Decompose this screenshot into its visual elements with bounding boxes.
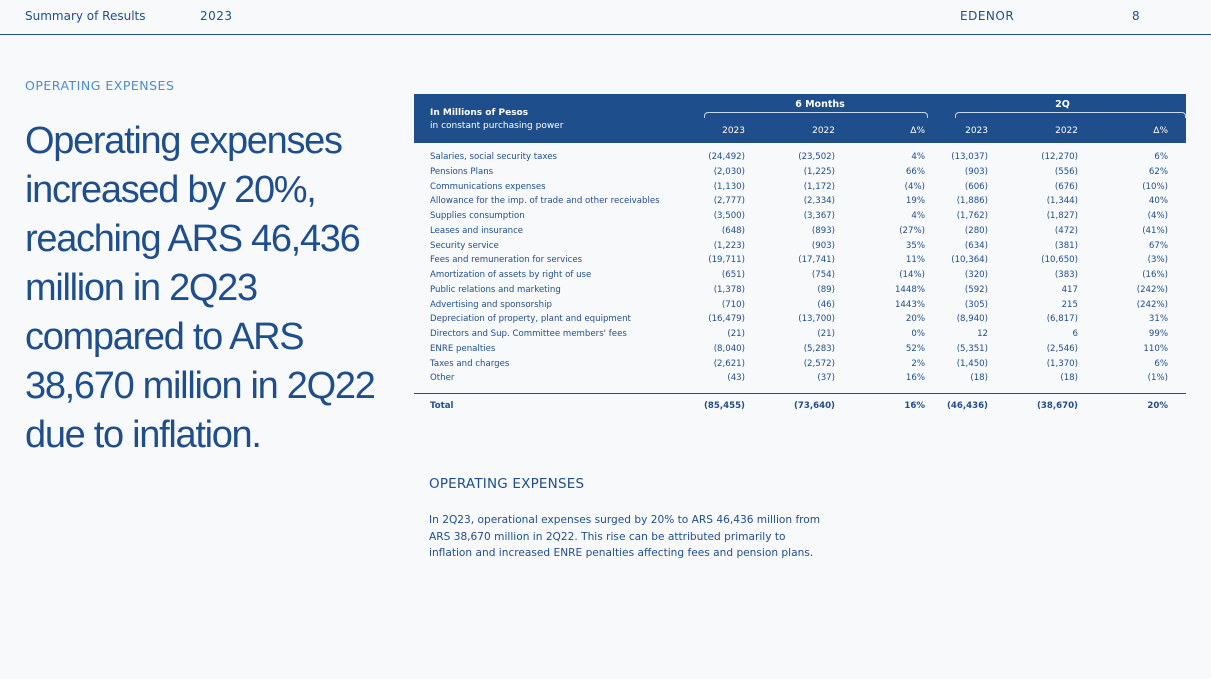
table-cell: 1443%: [894, 299, 925, 310]
table-row: [414, 194, 1186, 209]
table-cell: (3,367): [803, 211, 835, 221]
page-number: 8: [1132, 9, 1140, 23]
row-label: Salaries, social security taxes: [430, 152, 558, 162]
table-cell: (16%): [1142, 270, 1168, 280]
table-cell: 20%: [905, 314, 925, 325]
table-cell: (89): [817, 284, 835, 295]
table-cell: 215: [1061, 299, 1078, 310]
table-cell: (634): [964, 240, 988, 251]
table-cell: (710): [721, 299, 745, 310]
table-row: [414, 239, 1186, 254]
row-label: Taxes and charges: [430, 358, 510, 369]
table-cell: (10%): [1142, 181, 1168, 192]
company-name: EDENOR: [960, 9, 1015, 23]
table-cell: (43): [727, 373, 745, 384]
table-cell: (2,777): [713, 196, 745, 207]
table-cell: 40%: [1148, 196, 1168, 207]
table-cell: (2,334): [803, 196, 835, 207]
table-cell: (472): [1054, 225, 1078, 236]
total-cell: (73,640): [793, 401, 835, 411]
table-cell: (17,741): [798, 255, 835, 266]
table-cell: (6,817): [1046, 314, 1078, 325]
table-cell: 12: [977, 329, 988, 339]
table-cell: (1,370): [1046, 358, 1078, 369]
table-cell: (383): [1054, 270, 1078, 280]
col-header: 2023: [965, 126, 988, 136]
table-cell: (10,364): [951, 255, 988, 266]
table-cell: (556): [1054, 166, 1078, 177]
table-cell: (18): [970, 373, 988, 384]
row-label: Security service: [430, 240, 499, 251]
total-label: Total: [430, 401, 454, 411]
table-cell: (19,711): [708, 255, 745, 266]
col-header: Δ%: [910, 126, 925, 136]
table-cell: 11%: [905, 255, 925, 266]
body-text: In 2Q23, operational expenses surged by 20% to ARS 46,436 million from ARS 38,670 million in 2Q22. This rise can be attributed primarily to inflation and increased ENRE penalties affecting fees and pension plans.: [429, 514, 821, 559]
row-label: Communications expenses: [430, 181, 546, 192]
table-cell: (280): [964, 225, 988, 236]
table-row: [414, 224, 1186, 239]
body-title: OPERATING EXPENSES: [429, 476, 585, 492]
row-label: Amortization of assets by right of use: [430, 270, 592, 280]
table-cell: 99%: [1148, 329, 1168, 339]
row-label: Leases and insurance: [430, 225, 524, 236]
row-label: Directors and Sup. Committee members' fees: [430, 329, 627, 339]
table-cell: (676): [1054, 181, 1078, 192]
table-body: [414, 143, 1186, 386]
table-cell: 66%: [905, 166, 925, 177]
table-cell: 19%: [905, 196, 925, 207]
table-row: [414, 312, 1186, 327]
table-cell: (10,650): [1041, 255, 1078, 266]
group-bracket-6-months: [704, 112, 928, 118]
total-cell: 20%: [1147, 401, 1168, 411]
table-cell: (381): [1054, 240, 1078, 251]
table-cell: (1,827): [1046, 211, 1078, 221]
table-cell: (5,351): [956, 343, 988, 354]
col-header: 2023: [722, 126, 745, 136]
table-cell: 1448%: [894, 284, 925, 295]
group-header-6-months: 6 Months: [795, 99, 845, 110]
table-cell: (242%): [1136, 299, 1168, 310]
table-cell: 16%: [905, 373, 925, 384]
table-cell: (13,037): [951, 152, 988, 162]
row-label: Other: [430, 373, 455, 384]
total-cell: (38,670): [1036, 401, 1078, 411]
table-row: [414, 327, 1186, 342]
table-cell: (46): [817, 299, 835, 310]
table-row: [414, 253, 1186, 268]
table-cell: (1,378): [713, 284, 745, 295]
col-header: Δ%: [1153, 126, 1168, 136]
table-cell: (651): [721, 270, 745, 280]
report-title: Summary of Results: [25, 9, 146, 23]
table-cell: (12,270): [1041, 152, 1078, 162]
table-cell: 35%: [905, 240, 925, 251]
table-row: [414, 209, 1186, 224]
table-cell: (13,700): [798, 314, 835, 325]
col-header: 2022: [1055, 126, 1078, 136]
table-cell: 417: [1061, 284, 1078, 295]
table-cell: 31%: [1148, 314, 1168, 325]
section-label: OPERATING EXPENSES: [25, 78, 175, 93]
row-label: Depreciation of property, plant and equipment: [430, 314, 631, 325]
table-cell: (1,223): [713, 240, 745, 251]
table-row: [414, 165, 1186, 180]
table-row: [414, 371, 1186, 386]
table-cell: (1,130): [713, 181, 745, 192]
table-cell: (24,492): [708, 152, 745, 162]
table-cell: (754): [811, 270, 835, 280]
table-cell: 67%: [1148, 240, 1168, 251]
table-cell: (1,450): [956, 358, 988, 369]
row-label: ENRE penalties: [430, 343, 496, 354]
table-cell: (903): [811, 240, 835, 251]
table-row: [414, 150, 1186, 165]
table-cell: 2%: [911, 358, 925, 369]
total-cell: (85,455): [703, 401, 745, 411]
table-cell: (23,502): [798, 152, 835, 162]
row-label: Advertising and sponsorship: [430, 299, 552, 310]
table-cell: (648): [721, 225, 745, 236]
row-label: Pensions Plans: [430, 166, 494, 177]
table-cell: (41%): [1142, 225, 1168, 236]
unit-label: In Millions of Pesos: [430, 108, 529, 118]
table-cell: (16,479): [708, 314, 745, 325]
total-cell: (46,436): [946, 401, 988, 411]
row-label: Fees and remuneration for services: [430, 255, 583, 266]
table-cell: 62%: [1148, 166, 1168, 177]
table-cell: (606): [964, 181, 988, 192]
table-cell: (903): [964, 166, 988, 177]
table-cell: (3%): [1147, 255, 1168, 266]
table-cell: (2,546): [1046, 343, 1078, 354]
table-cell: 0%: [911, 329, 925, 339]
row-label: Public relations and marketing: [430, 284, 561, 295]
table-cell: (21): [817, 329, 835, 339]
operating-expenses-table: [414, 94, 1186, 411]
table-cell: (592): [964, 284, 988, 295]
total-divider: [414, 393, 1186, 394]
table-row: [414, 283, 1186, 298]
table-row: [414, 268, 1186, 283]
table-cell: (4%): [1147, 211, 1168, 221]
table-cell: 110%: [1143, 343, 1168, 354]
table-cell: (320): [964, 270, 988, 280]
table-cell: (1,762): [956, 211, 988, 221]
row-label: Supplies consumption: [430, 211, 525, 221]
row-label: Allowance for the imp. of trade and other receivables: [430, 196, 660, 207]
table-cell: 6%: [1154, 358, 1168, 369]
table-cell: (305): [964, 299, 988, 310]
table-cell: (4%): [904, 181, 925, 192]
table-cell: (893): [811, 225, 835, 236]
table-cell: (18): [1060, 373, 1078, 384]
headline: Operating expenses increased by 20%, reaching ARS 46,436 million in 2Q23 compared to ARS 38,670 million in 2Q22 due to inflation.: [25, 120, 375, 456]
table-cell: (8,940): [956, 314, 988, 325]
unit-sublabel: in constant purchasing power: [430, 121, 564, 131]
group-header-2q: 2Q: [1055, 99, 1070, 110]
table-cell: (2,030): [713, 166, 745, 177]
col-header: 2022: [812, 126, 835, 136]
page-header: [0, 0, 1211, 35]
table-cell: (2,621): [713, 358, 745, 369]
table-row: [414, 298, 1186, 313]
table-cell: (1%): [1147, 373, 1168, 384]
table-cell: (27%): [899, 225, 925, 236]
report-year: 2023: [200, 9, 233, 23]
table-row: [414, 180, 1186, 195]
table-cell: (2,572): [803, 358, 835, 369]
table-cell: (21): [727, 329, 745, 339]
table-cell: (1,344): [1046, 196, 1078, 207]
table-row: [414, 357, 1186, 372]
total-row: [414, 398, 1186, 414]
table-cell: (1,172): [803, 181, 835, 192]
table-cell: (1,886): [956, 196, 988, 207]
table-cell: (242%): [1136, 284, 1168, 295]
table-cell: 52%: [905, 343, 925, 354]
table-cell: (5,283): [803, 343, 835, 354]
total-cell: 16%: [904, 401, 925, 411]
table-cell: (37): [817, 373, 835, 384]
group-bracket-2q: [955, 112, 1186, 118]
table-cell: 4%: [911, 152, 925, 162]
table-cell: 6%: [1154, 152, 1168, 162]
table-cell: 6: [1072, 329, 1078, 339]
table-header: [414, 94, 1186, 143]
table-cell: (3,500): [713, 211, 745, 221]
table-cell: (14%): [899, 270, 925, 280]
table-cell: 4%: [911, 211, 925, 221]
table-cell: (8,040): [713, 343, 745, 354]
table-cell: (1,225): [803, 166, 835, 177]
table-row: [414, 342, 1186, 357]
